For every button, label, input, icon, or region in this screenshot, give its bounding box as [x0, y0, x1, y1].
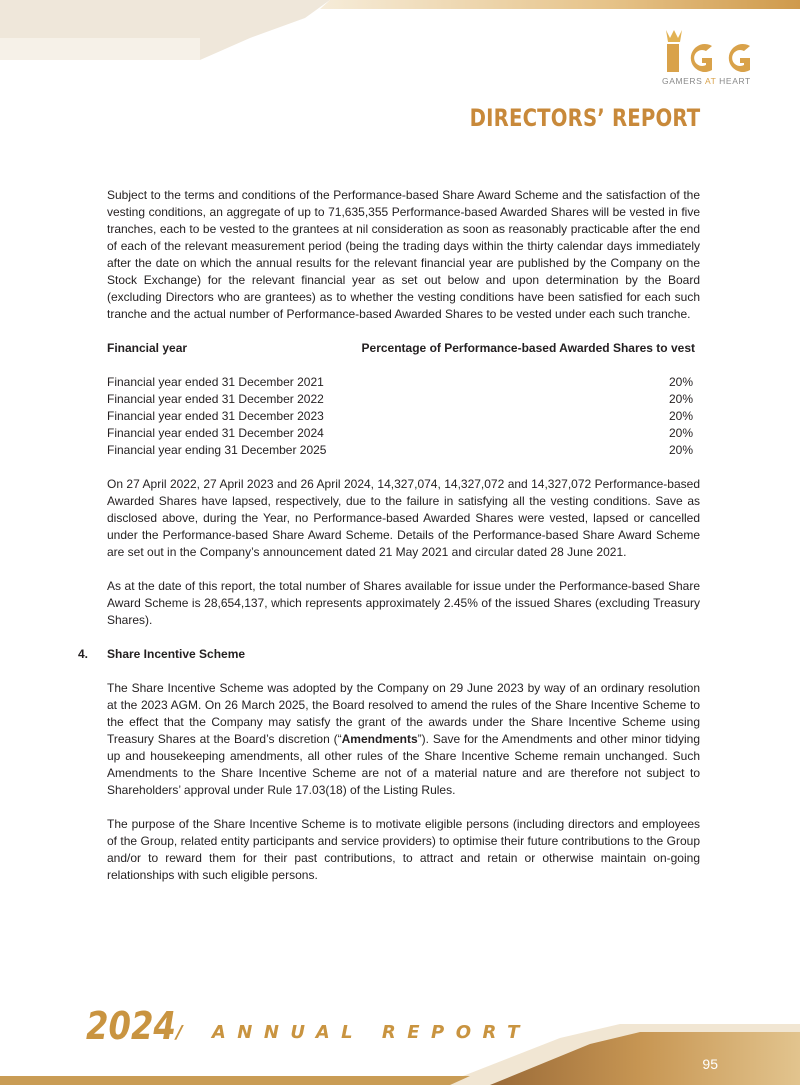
col-financial-year: Financial year: [107, 341, 188, 355]
report-content: [78, 187, 700, 901]
section-heading: [78, 646, 700, 663]
footer-year: 2024: [86, 1004, 176, 1048]
footer-annual-report: / ANNUAL REPORT: [176, 1022, 531, 1043]
col-percentage: Percentage of Performance-based Awarded Shares to vest: [361, 341, 695, 355]
page-number: 95: [702, 1056, 718, 1072]
scheme-purpose-paragraph: The purpose of the Share Incentive Scheme is to motivate eligible persons (including directors and employees of the Group, related entity participants and service providers) to optimise their future contributions to the Group and/or to reward them for their past contributions, to attract and retain or otherwise maintain on-going relationships with such eligible persons.: [107, 817, 700, 882]
section-number: 4.: [78, 647, 89, 661]
table-row: Financial year ended 31 December 2024 20%: [107, 426, 693, 440]
lapsed-shares-paragraph: On 27 April 2022, 27 April 2023 and 26 April 2024, 14,327,074, 14,327,072 and 14,327,072 Performance-based Awarded Shares have lapsed, respectively, due to the failure in satisfying all the vesting conditions. Save as disclosed above, during the Year, no Performance-based Awarded Shares were vested, lapsed or cancelled under the Performance-based Share Award Scheme. Details of the Performance-based Share Award Scheme are set out in the Company’s announcement dated 21 May 2021 and circular dated 28 June 2021.: [107, 477, 700, 559]
table-row: Financial year ended 31 December 2023 20%: [107, 409, 693, 423]
available-shares-paragraph: As at the date of this report, the total number of Shares available for issue under the Performance-based Share Award Scheme is 28,654,137, which represents approximately 2.45% of the issued Shares (excluding Treasury Shares).: [107, 579, 700, 627]
page-title: DIRECTORS’ REPORT: [469, 104, 700, 132]
table-row: Financial year ended 31 December 2021 20%: [107, 375, 693, 389]
table-row: Financial year ended 31 December 2022 20%: [107, 392, 693, 406]
table-row: Financial year ending 31 December 2025 20%: [107, 443, 693, 457]
intro-paragraph: Subject to the terms and conditions of the Performance-based Share Award Scheme and the satisfaction of the vesting conditions, an aggregate of up to 71,635,355 Performance-based Awarded Shares will be vested in five tranches, each to be vested to the grantees at nil consideration as soon as reasonably practicable after the end of each of the relevant measurement period (being the trading days within the thirty calendar days immediately after the date on which the annual results for the relevant financial year are published by the Company on the Stock Exchange) for the relevant financial year as set out below and upon determination by the Board (excluding Directors who are grantees) as to whether the vesting conditions have been satisfied for each such tranche and the actual number of Performance-based Awarded Shares to be vested under each such tranche.: [107, 188, 700, 321]
vesting-table: [107, 374, 700, 459]
scheme-adoption-paragraph: The Share Incentive Scheme was adopted by the Company on 29 June 2023 by way of an ordinary resolution at the 2023 AGM. On 26 March 2025, the Board resolved to amend the rules of the Share Incentive Scheme to the effect that the Company may satisfy the grant of the awards under the Share Incentive Scheme using Treasury Shares at the Board’s discretion (“Amendments”). Save for the Amendments and other minor tidying up and housekeeping amendments, all other rules of the Share Incentive Scheme remain unchanged. Such Amendments to the Share Incentive Scheme are not of a material nature and are therefore not subject to Shareholders’ approval under Rule 17.03(18) of the Listing Rules.: [107, 681, 700, 797]
vesting-table-header: [107, 340, 700, 357]
logo-tagline: GAMERS AT HEART: [662, 76, 751, 86]
section-title: Share Incentive Scheme: [107, 647, 246, 661]
